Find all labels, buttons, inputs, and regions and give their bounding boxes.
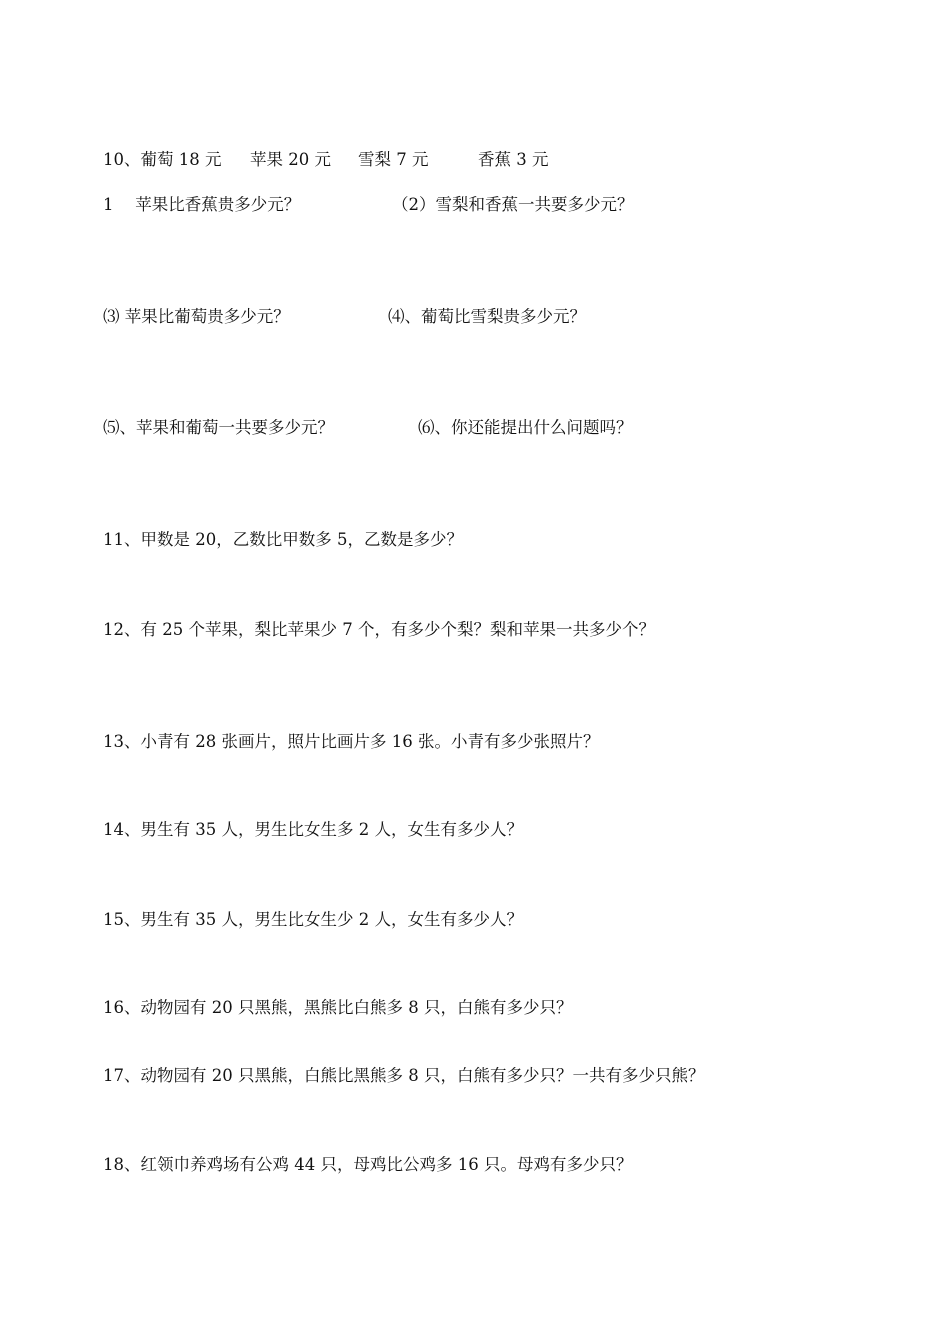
q10-sub5: ⑸、苹果和葡萄一共要多少元？ bbox=[103, 418, 334, 437]
q10-sub2: （2）雪梨和香蕉一共要多少元？ bbox=[392, 195, 634, 214]
question-16: 16、动物园有 20 只黑熊，黑熊比白熊多 8 只，白熊有多少只？ bbox=[103, 998, 573, 1017]
question-14: 14、男生有 35 人，男生比女生多 2 人，女生有多少人？ bbox=[103, 820, 523, 839]
q10-item-apple: 苹果 20 元 bbox=[250, 150, 331, 169]
question-12: 12、有 25 个苹果，梨比苹果少 7 个，有多少个梨？梨和苹果一共多少个？ bbox=[103, 620, 655, 639]
q10-item-banana: 香蕉 3 元 bbox=[478, 150, 549, 169]
q10-header: 10、葡萄 18 元 bbox=[103, 150, 222, 169]
q10-sub6: ⑹、你还能提出什么问题吗？ bbox=[418, 418, 633, 437]
question-13: 13、小青有 28 张画片，照片比画片多 16 张。小青有多少张照片？ bbox=[103, 732, 600, 751]
q10-sub4: ⑷、葡萄比雪梨贵多少元？ bbox=[388, 307, 586, 326]
question-11: 11、甲数是 20，乙数比甲数多 5，乙数是多少？ bbox=[103, 530, 463, 549]
q10-sub1: 1 苹果比香蕉贵多少元？ bbox=[103, 195, 301, 214]
question-18: 18、红领巾养鸡场有公鸡 44 只，母鸡比公鸡多 16 只。母鸡有多少只？ bbox=[103, 1155, 633, 1174]
q10-sub3: ⑶ 苹果比葡萄贵多少元？ bbox=[103, 307, 290, 326]
question-15: 15、男生有 35 人，男生比女生少 2 人，女生有多少人？ bbox=[103, 910, 523, 929]
q10-item-pear: 雪梨 7 元 bbox=[358, 150, 429, 169]
question-17: 17、动物园有 20 只黑熊，白熊比黑熊多 8 只，白熊有多少只？一共有多少只熊？ bbox=[103, 1066, 705, 1085]
